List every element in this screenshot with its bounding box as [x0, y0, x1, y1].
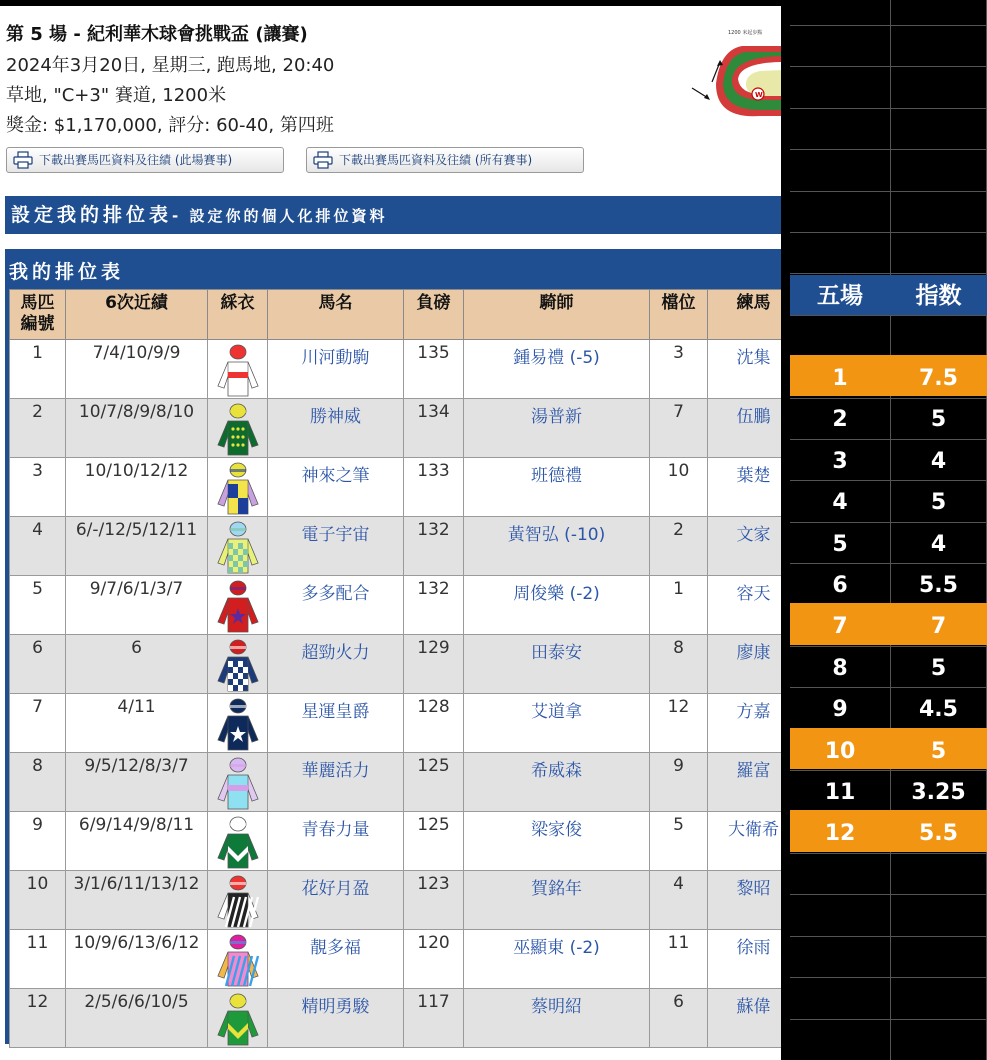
- weight-cell: 117: [404, 989, 464, 1048]
- trainer-link[interactable]: 方嘉: [708, 694, 782, 753]
- weight-cell: 120: [404, 930, 464, 989]
- horse-number-cell: 4: [10, 517, 66, 576]
- horse-number-cell: 12: [10, 989, 66, 1048]
- silk-cell: [208, 399, 268, 458]
- horse-name-link[interactable]: 神來之筆: [268, 458, 404, 517]
- jockey-silk-icon: [214, 637, 262, 693]
- recent-form-cell: 4/11: [66, 694, 208, 753]
- tip-row: [790, 521, 987, 562]
- tip-row: [790, 810, 987, 851]
- weight-cell: 132: [404, 517, 464, 576]
- race-prize-line: 獎金: $1,170,000, 評分: 60-40, 第四班: [6, 115, 334, 136]
- jockey-link[interactable]: 梁家俊: [464, 812, 650, 871]
- horse-name-link[interactable]: 星運皇爵: [268, 694, 404, 753]
- trainer-link[interactable]: 葉楚: [708, 458, 782, 517]
- grid-line: [790, 273, 987, 274]
- grid-line: [790, 894, 987, 895]
- draw-cell: 2: [650, 517, 708, 576]
- jockey-link[interactable]: 蔡明紹: [464, 989, 650, 1048]
- horse-name-link[interactable]: 川河動駒: [268, 340, 404, 399]
- jockey-link[interactable]: 周俊樂 (-2): [464, 576, 650, 635]
- table-row: [10, 399, 782, 458]
- trainer-link[interactable]: 容天: [708, 576, 782, 635]
- tip-index-value: 5: [930, 490, 947, 516]
- weight-cell: 128: [404, 694, 464, 753]
- horse-name-link[interactable]: 精明勇駿: [268, 989, 404, 1048]
- weight-cell: 125: [404, 812, 464, 871]
- horse-name-link[interactable]: 華麗活力: [268, 753, 404, 812]
- trainer-link[interactable]: 黎昭: [708, 871, 782, 930]
- weight-cell: 125: [404, 753, 464, 812]
- grid-line: [790, 25, 987, 26]
- silk-cell: [208, 576, 268, 635]
- recent-form-cell: 2/5/6/6/10/5: [66, 989, 208, 1048]
- jockey-link[interactable]: 田泰安: [464, 635, 650, 694]
- silk-cell: [208, 340, 268, 399]
- draw-cell: 8: [650, 635, 708, 694]
- jockey-link[interactable]: 鍾易禮 (-5): [464, 340, 650, 399]
- horse-number-cell: 7: [10, 694, 66, 753]
- tip-horse-number: 11: [824, 780, 856, 805]
- tip-horse-number: 7: [832, 614, 848, 640]
- tip-row: [790, 769, 987, 810]
- trainer-link[interactable]: 文家: [708, 517, 782, 576]
- grid-line: [790, 191, 987, 192]
- grid-line: [790, 149, 987, 150]
- tip-horse-number: 6: [832, 573, 848, 598]
- tip-row: [790, 645, 987, 686]
- jockey-link[interactable]: 班德禮: [464, 458, 650, 517]
- tip-index-value: 7: [930, 614, 947, 640]
- download-all-races-label: 下載出賽馬匹資料及往績 (所有賽事): [339, 153, 533, 167]
- printer-icon: [13, 151, 33, 169]
- tip-index-value: 4: [930, 448, 947, 474]
- race-card: [0, 6, 781, 1060]
- grid-line: [790, 232, 987, 233]
- horse-number-cell: 10: [10, 871, 66, 930]
- horse-name-link[interactable]: 電子宇宙: [268, 517, 404, 576]
- recent-form-cell: 9/7/6/1/3/7: [66, 576, 208, 635]
- silk-cell: [208, 753, 268, 812]
- table-row: [10, 989, 782, 1048]
- horse-number-cell: 3: [10, 458, 66, 517]
- jockey-link[interactable]: 巫顯東 (-2): [464, 930, 650, 989]
- col-header-jockey: 騎師: [464, 290, 650, 340]
- jockey-silk-icon: [214, 814, 262, 870]
- tip-row: [790, 355, 987, 396]
- col-header-draw: 檔位: [650, 290, 708, 340]
- tip-horse-number: 10: [824, 738, 856, 764]
- silk-cell: [208, 930, 268, 989]
- settings-bar[interactable]: [5, 196, 781, 234]
- table-header-row: [10, 290, 782, 340]
- horse-number-cell: 11: [10, 930, 66, 989]
- tip-index-value: 5: [930, 655, 947, 681]
- draw-cell: 5: [650, 812, 708, 871]
- tip-row: [790, 438, 987, 479]
- grid-line: [790, 315, 987, 316]
- jockey-silk-icon: [214, 932, 262, 988]
- tip-index-value: 5.5: [919, 573, 958, 598]
- horse-name-link[interactable]: 超勁火力: [268, 635, 404, 694]
- horse-name-link[interactable]: 青春力量: [268, 812, 404, 871]
- table-row: [10, 753, 782, 812]
- tips-header: [790, 275, 987, 315]
- table-row: [10, 458, 782, 517]
- horse-number-cell: 6: [10, 635, 66, 694]
- grid-line: [790, 66, 987, 67]
- tip-index-value: 5: [930, 738, 947, 764]
- trainer-link[interactable]: 大衛希: [708, 812, 782, 871]
- table-row: [10, 930, 782, 989]
- draw-cell: 11: [650, 930, 708, 989]
- jockey-silk-icon: [214, 578, 262, 634]
- tip-horse-number: 3: [832, 448, 848, 474]
- grid-line: [790, 853, 987, 854]
- trainer-link[interactable]: 廖康: [708, 635, 782, 694]
- tip-row: [790, 603, 987, 644]
- weight-cell: 134: [404, 399, 464, 458]
- race-table-caption: 我的排位表: [9, 261, 125, 283]
- tip-row: [790, 396, 987, 437]
- table-row: [10, 812, 782, 871]
- race-track-line: 草地, "C+3" 賽道, 1200米: [6, 85, 227, 106]
- horse-name-link[interactable]: 多多配合: [268, 576, 404, 635]
- tip-index-value: 3.25: [911, 780, 966, 805]
- horse-number-cell: 9: [10, 812, 66, 871]
- silk-cell: [208, 517, 268, 576]
- table-row: [10, 576, 782, 635]
- tip-horse-number: 12: [824, 821, 856, 847]
- table-row: [10, 517, 782, 576]
- silk-cell: [208, 989, 268, 1048]
- trainer-link[interactable]: 蘇偉: [708, 989, 782, 1048]
- track-map-label: 1200 米起步點: [728, 30, 763, 36]
- horse-name-link[interactable]: 勝神威: [268, 399, 404, 458]
- draw-cell: 7: [650, 399, 708, 458]
- col-header-trainer: 練馬: [708, 290, 782, 340]
- track-map[interactable]: [690, 24, 781, 119]
- silk-cell: [208, 694, 268, 753]
- col-header-form: 6次近績: [66, 290, 208, 340]
- grid-line: [790, 108, 987, 109]
- jockey-link[interactable]: 賀銘年: [464, 871, 650, 930]
- horse-number-cell: 2: [10, 399, 66, 458]
- jockey-silk-icon: [214, 460, 262, 516]
- jockey-silk-icon: [214, 696, 262, 752]
- jockey-silk-icon: [214, 755, 262, 811]
- draw-cell: 12: [650, 694, 708, 753]
- silk-cell: [208, 871, 268, 930]
- draw-cell: 4: [650, 871, 708, 930]
- recent-form-cell: 3/1/6/11/13/12: [66, 871, 208, 930]
- recent-form-cell: 10/10/12/12: [66, 458, 208, 517]
- tip-horse-number: 2: [832, 407, 848, 433]
- jockey-link[interactable]: 希威森: [464, 753, 650, 812]
- tip-row: [790, 479, 987, 520]
- col-header-silk: 綵衣: [208, 290, 268, 340]
- tip-index-value: 4: [930, 531, 947, 557]
- jockey-silk-icon: [214, 991, 262, 1047]
- col-header-horse: 馬名: [268, 290, 404, 340]
- trainer-link[interactable]: 沈集: [708, 340, 782, 399]
- grid-line: [790, 1019, 987, 1020]
- divider-strip: [781, 0, 790, 1060]
- download-this-race-label: 下載出賽馬匹資料及往績 (此場賽事): [39, 153, 233, 167]
- tip-index-value: 5: [930, 407, 947, 433]
- weight-cell: 132: [404, 576, 464, 635]
- trainer-link[interactable]: 羅富: [708, 753, 782, 812]
- tips-header-index: 指数: [915, 283, 962, 309]
- recent-form-cell: 10/9/6/13/6/12: [66, 930, 208, 989]
- table-row: [10, 635, 782, 694]
- jockey-silk-icon: [214, 873, 262, 929]
- jockey-link[interactable]: 黃智弘 (-10): [464, 517, 650, 576]
- jockey-silk-icon: [214, 401, 262, 457]
- race-title: 第 5 場 - 紀利華木球會挑戰盃 (讓賽): [6, 24, 308, 45]
- silk-cell: [208, 635, 268, 694]
- recent-form-cell: 9/5/12/8/3/7: [66, 753, 208, 812]
- draw-cell: 10: [650, 458, 708, 517]
- trainer-link[interactable]: 伍鵬: [708, 399, 782, 458]
- tip-horse-number: 4: [832, 490, 848, 516]
- race-date-line: 2024年3月20日, 星期三, 跑馬地, 20:40: [6, 55, 335, 76]
- horse-number-cell: 8: [10, 753, 66, 812]
- recent-form-cell: 7/4/10/9/9: [66, 340, 208, 399]
- tip-horse-number: 9: [832, 697, 848, 723]
- silk-cell: [208, 812, 268, 871]
- tip-row: [790, 686, 987, 727]
- tips-header-race: 五場: [817, 283, 863, 309]
- recent-form-cell: 6: [66, 635, 208, 694]
- grid-line: [790, 977, 987, 978]
- jockey-link[interactable]: 湯普新: [464, 399, 650, 458]
- race-table-panel: [5, 249, 781, 1044]
- tip-horse-number: 5: [832, 531, 848, 557]
- horse-name-link[interactable]: 花好月盈: [268, 871, 404, 930]
- tip-index-value: 7.5: [919, 366, 958, 391]
- tip-index-value: 5.5: [919, 821, 958, 847]
- tips-panel: [790, 0, 987, 1060]
- table-row: [10, 340, 782, 399]
- printer-icon: [313, 151, 333, 169]
- horse-number-cell: 5: [10, 576, 66, 635]
- settings-title: 設定我的排位表: [11, 204, 173, 226]
- table-row: [10, 871, 782, 930]
- settings-subtitle: - 設定你的個人化排位資料: [172, 207, 388, 225]
- download-all-races-button[interactable]: [306, 147, 584, 173]
- tip-row: [790, 728, 987, 769]
- col-header-weight: 負磅: [404, 290, 464, 340]
- draw-cell: 1: [650, 576, 708, 635]
- jockey-link[interactable]: 艾道拿: [464, 694, 650, 753]
- tip-horse-number: 8: [832, 655, 848, 681]
- tip-index-value: 4.5: [919, 697, 958, 723]
- weight-cell: 123: [404, 871, 464, 930]
- grid-line: [790, 936, 987, 937]
- tip-horse-number: 1: [832, 366, 848, 391]
- recent-form-cell: 6/-/12/5/12/11: [66, 517, 208, 576]
- col-header-number: 馬匹 編號: [10, 290, 66, 340]
- trainer-link[interactable]: 徐雨: [708, 930, 782, 989]
- tip-row: [790, 562, 987, 603]
- recent-form-cell: 10/7/8/9/8/10: [66, 399, 208, 458]
- jockey-silk-icon: [214, 519, 262, 575]
- svg-text:W: W: [755, 91, 763, 99]
- draw-cell: 9: [650, 753, 708, 812]
- silk-cell: [208, 458, 268, 517]
- weight-cell: 133: [404, 458, 464, 517]
- download-this-race-button[interactable]: [6, 147, 284, 173]
- weight-cell: 129: [404, 635, 464, 694]
- draw-cell: 6: [650, 989, 708, 1048]
- horse-number-cell: 1: [10, 340, 66, 399]
- horse-name-link[interactable]: 靚多福: [268, 930, 404, 989]
- recent-form-cell: 6/9/14/9/8/11: [66, 812, 208, 871]
- weight-cell: 135: [404, 340, 464, 399]
- draw-cell: 3: [650, 340, 708, 399]
- jockey-silk-icon: [214, 342, 262, 398]
- race-entries-table: [9, 289, 781, 1048]
- table-row: [10, 694, 782, 753]
